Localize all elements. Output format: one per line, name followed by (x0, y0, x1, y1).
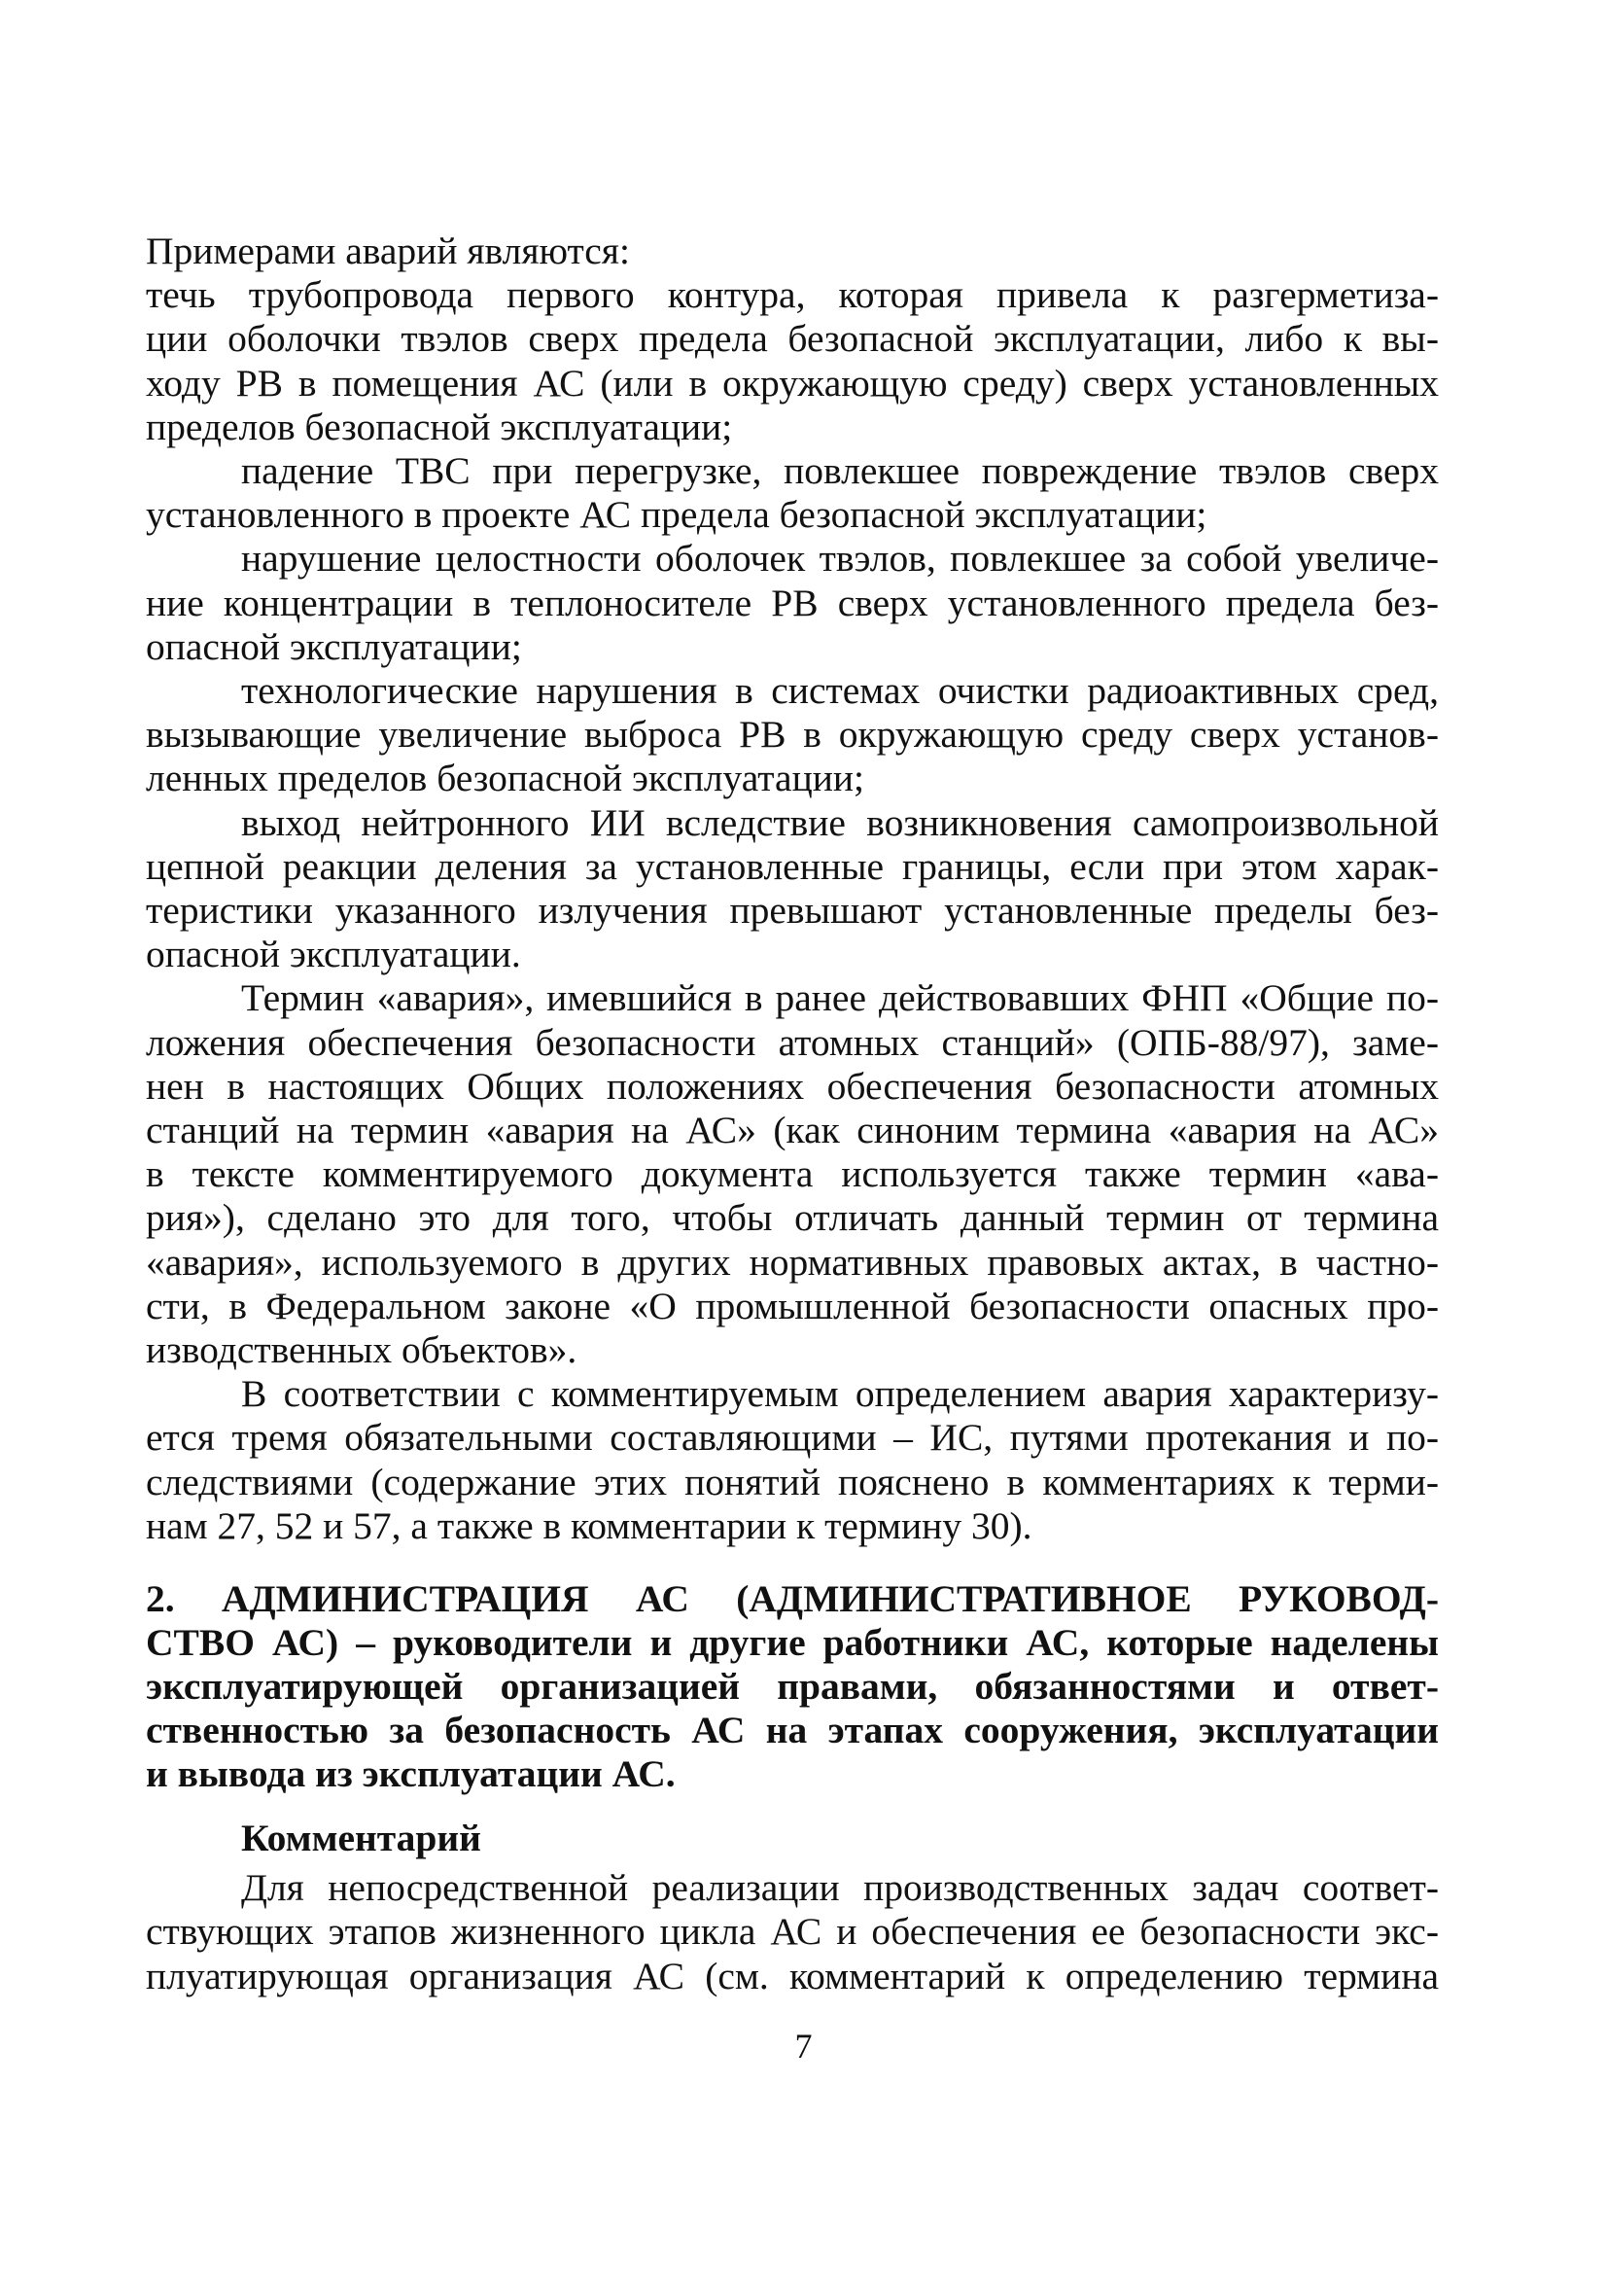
paragraph-accident-components (146, 1372, 1439, 1548)
text-line: ции оболочки твэлов сверх предела безопасной эксплуатации, либо к вы- (146, 317, 1439, 361)
text-line: изводственных объектов». (146, 1328, 577, 1372)
text-line: нам 27, 52 и 57, а также в комментарии к термину 30). (146, 1503, 1032, 1547)
text-line: сти, в Федеральном законе «О промышленной безопасности опасных про- (146, 1284, 1439, 1327)
text-line: ложения обеспечения безопасности атомных станций» (ОПБ-88/97), заме- (146, 1020, 1439, 1064)
paragraph-example-fa-drop (146, 449, 1439, 537)
comment-title: Комментарий (241, 1817, 481, 1860)
page-content (146, 230, 1439, 1998)
text-line: В соответствии с комментируемым определением авария характеризу- (241, 1372, 1439, 1416)
text-line: теристики указанного излучения превышают установленные пределы без- (146, 889, 1439, 933)
text-line: опасной эксплуатации; (146, 624, 522, 668)
paragraph-example-cladding-integrity (146, 537, 1439, 669)
text-line: ние концентрации в теплоносителе РВ сверх установленного предела без- (146, 581, 1439, 624)
text-line: цепной реакции деления за установленные границы, если при этом харак- (146, 844, 1439, 888)
text-line: 2. АДМИНИСТРАЦИЯ АС (АДМИНИСТРАТИВНОЕ РУКОВОД- (146, 1577, 1439, 1621)
text-line: СТВО АС) – руководители и другие работники АС, которые наделены (146, 1621, 1439, 1665)
text-line: технологические нарушения в системах очистки радиоактивных сред, (241, 669, 1439, 713)
text-line: Термин «авария», имевшийся в ранее действовавших ФНП «Общие по- (241, 976, 1439, 1020)
text-line: ется тремя обязательными составляющими – ИС, путями протекания и по- (146, 1416, 1439, 1460)
paragraph-example-cleaning-systems (146, 669, 1439, 801)
text-line: ственностью за безопасность АС на этапах сооружения, эксплуатации (146, 1709, 1439, 1752)
text-line: в тексте комментируемого документа используется также термин «ава- (146, 1152, 1439, 1196)
text-line: пределов безопасной эксплуатации; (146, 405, 733, 448)
paragraph-example-pipe-leak (146, 273, 1439, 449)
text-line: выход нейтронного ИИ вследствие возникновения самопроизвольной (241, 800, 1439, 844)
text-line: станций на термин «авария на АС» (как синоним термина «авария на АС» (146, 1109, 1439, 1152)
text-line: плуатирующая организация АС (см. комментарий к определению термина (146, 1954, 1439, 1997)
term-definition-heading (146, 1577, 1439, 1796)
text-line: нарушение целостности оболочек твэлов, повлекшее за собой увеличе- (241, 537, 1439, 581)
paragraph-examples-intro (146, 230, 1439, 273)
page-number: 7 (794, 2027, 813, 2066)
text-line: нен в настоящих Общих положениях обеспечения безопасности атомных (146, 1064, 1439, 1108)
text-line: опасной эксплуатации. (146, 933, 521, 976)
text-line: ствующих этапов жизненного цикла АС и обеспечения ее безопасности экс- (146, 1910, 1439, 1954)
text-line: установленного в проекте АС предела безопасной эксплуатации; (146, 493, 1207, 537)
text-line: рия»), сделано это для того, чтобы отличать данный термин от термина (146, 1196, 1439, 1240)
text-line: Для непосредственной реализации производственных задач соответ- (241, 1866, 1439, 1910)
paragraph-example-neutron-radiation (146, 801, 1439, 977)
text-line: ленных пределов безопасной эксплуатации; (146, 757, 864, 800)
text-line: следствиями (содержание этих понятий пояснено в комментариях к терми- (146, 1460, 1439, 1503)
paragraph-comment (146, 1866, 1439, 1998)
text-line: «авария», используемого в других нормативных правовых актах, в частно- (146, 1240, 1439, 1284)
paragraph-term-accident (146, 976, 1439, 1372)
text-line: Примерами аварий являются: (146, 230, 630, 272)
text-line: вызывающие увеличение выброса РВ в окружающую среду сверх установ- (146, 713, 1439, 757)
text-line: эксплуатирующей организацией правами, обязанностями и ответ- (146, 1665, 1439, 1709)
text-line: течь трубопровода первого контура, которая привела к разгерметиза- (146, 273, 1439, 317)
text-line: и вывода из эксплуатации АС. (146, 1752, 676, 1796)
text-line: падение ТВС при перегрузке, повлекшее повреждение твэлов сверх (241, 449, 1439, 493)
text-line: ходу РВ в помещения АС (или в окружающую среду) сверх установленных (146, 361, 1439, 405)
